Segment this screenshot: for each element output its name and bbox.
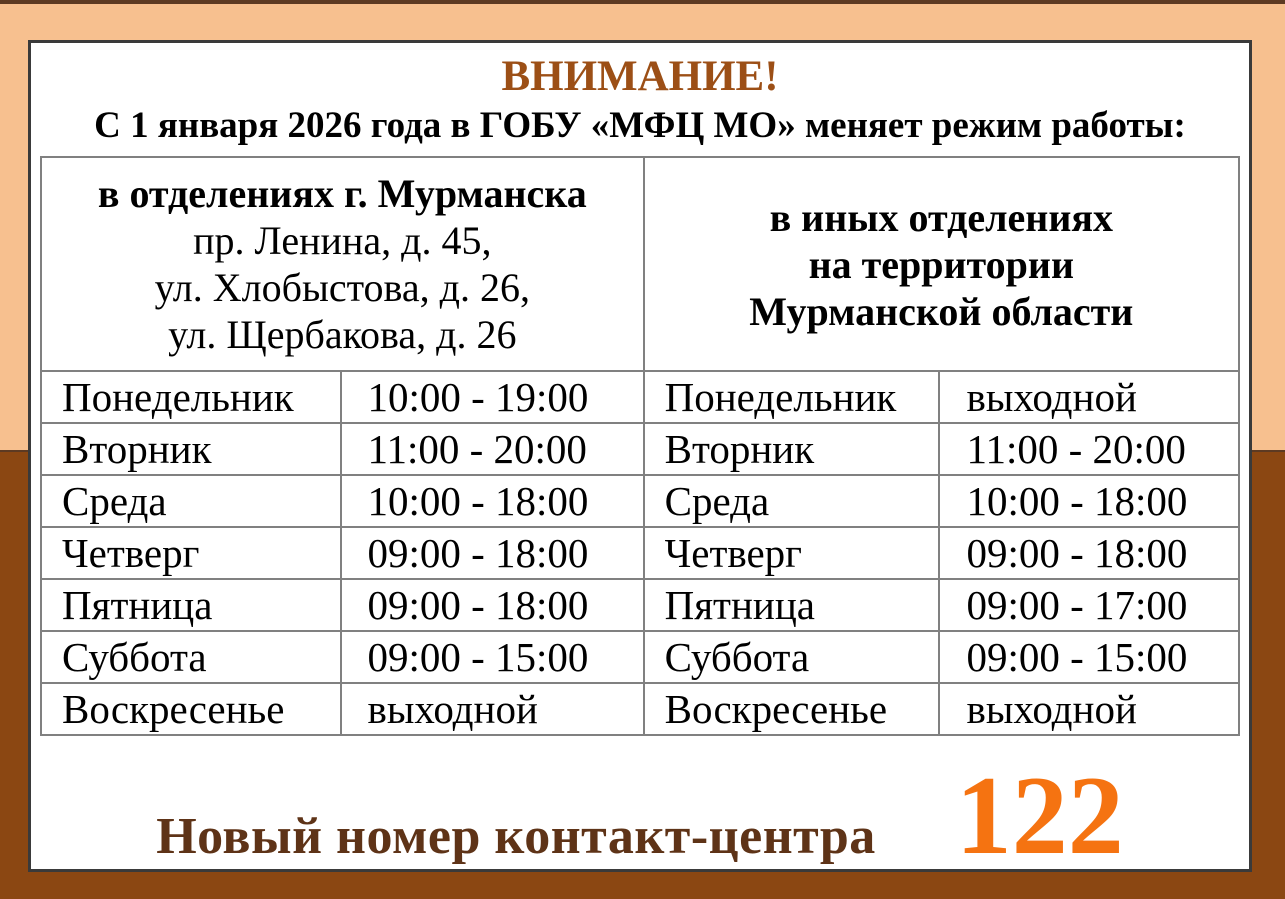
- hours-cell: выходной: [939, 371, 1239, 423]
- hours-cell: 09:00 - 15:00: [341, 631, 644, 683]
- hours-cell: 09:00 - 18:00: [341, 527, 644, 579]
- address-line: ул. Хлобыстова, д. 26,: [154, 265, 531, 310]
- contact-center-label: Новый номер контакт-центра: [156, 808, 876, 865]
- day-cell: Понедельник: [644, 371, 940, 423]
- day-cell: Воскресенье: [644, 683, 940, 735]
- notice-subtitle: С 1 января 2026 года в ГОБУ «МФЦ МО» меняет режим работы:: [94, 105, 1186, 146]
- table-row: [41, 527, 1239, 579]
- notice-card: [28, 40, 1252, 878]
- hours-cell: 10:00 - 18:00: [939, 475, 1239, 527]
- day-cell: Среда: [41, 475, 341, 527]
- table-row: [41, 423, 1239, 475]
- header-murmansk-title: в отделениях г. Мурманска: [97, 171, 587, 216]
- day-cell: Пятница: [644, 579, 940, 631]
- day-cell: Четверг: [644, 527, 940, 579]
- hours-cell: 10:00 - 19:00: [341, 371, 644, 423]
- hours-cell: 09:00 - 15:00: [939, 631, 1239, 683]
- header-region-line: Мурманской области: [749, 288, 1134, 334]
- day-cell: Суббота: [644, 631, 940, 683]
- address-line: ул. Щербакова, д. 26: [168, 312, 517, 357]
- day-cell: Пятница: [41, 579, 341, 631]
- address-line: пр. Ленина, д. 45,: [193, 218, 492, 263]
- contact-center-number: 122: [955, 754, 1124, 878]
- day-cell: Вторник: [41, 423, 341, 475]
- day-cell: Воскресенье: [41, 683, 341, 735]
- header-region-line: в иных отделениях: [769, 194, 1114, 240]
- notice-title: ВНИМАНИЕ!: [501, 53, 779, 100]
- table-row: [41, 475, 1239, 527]
- hours-cell: 09:00 - 18:00: [939, 527, 1239, 579]
- header-region-branches: [644, 157, 1239, 371]
- table-row: [41, 683, 1239, 735]
- hours-cell: 11:00 - 20:00: [341, 423, 644, 475]
- day-cell: Среда: [644, 475, 940, 527]
- header-region-line: на территории: [808, 241, 1075, 287]
- hours-cell: 11:00 - 20:00: [939, 423, 1239, 475]
- hours-cell: 09:00 - 17:00: [939, 579, 1239, 631]
- contact-center-banner: [40, 754, 1240, 878]
- header-murmansk-branches: [41, 157, 644, 371]
- day-cell: Вторник: [644, 423, 940, 475]
- hours-cell: выходной: [939, 683, 1239, 735]
- work-schedule-table: [40, 156, 1240, 736]
- hours-cell: 09:00 - 18:00: [341, 579, 644, 631]
- table-row: [41, 579, 1239, 631]
- table-row: [41, 371, 1239, 423]
- table-row: [41, 631, 1239, 683]
- hours-cell: 10:00 - 18:00: [341, 475, 644, 527]
- day-cell: Четверг: [41, 527, 341, 579]
- day-cell: Суббота: [41, 631, 341, 683]
- hours-cell: выходной: [341, 683, 644, 735]
- table-header-row: [41, 157, 1239, 371]
- day-cell: Понедельник: [41, 371, 341, 423]
